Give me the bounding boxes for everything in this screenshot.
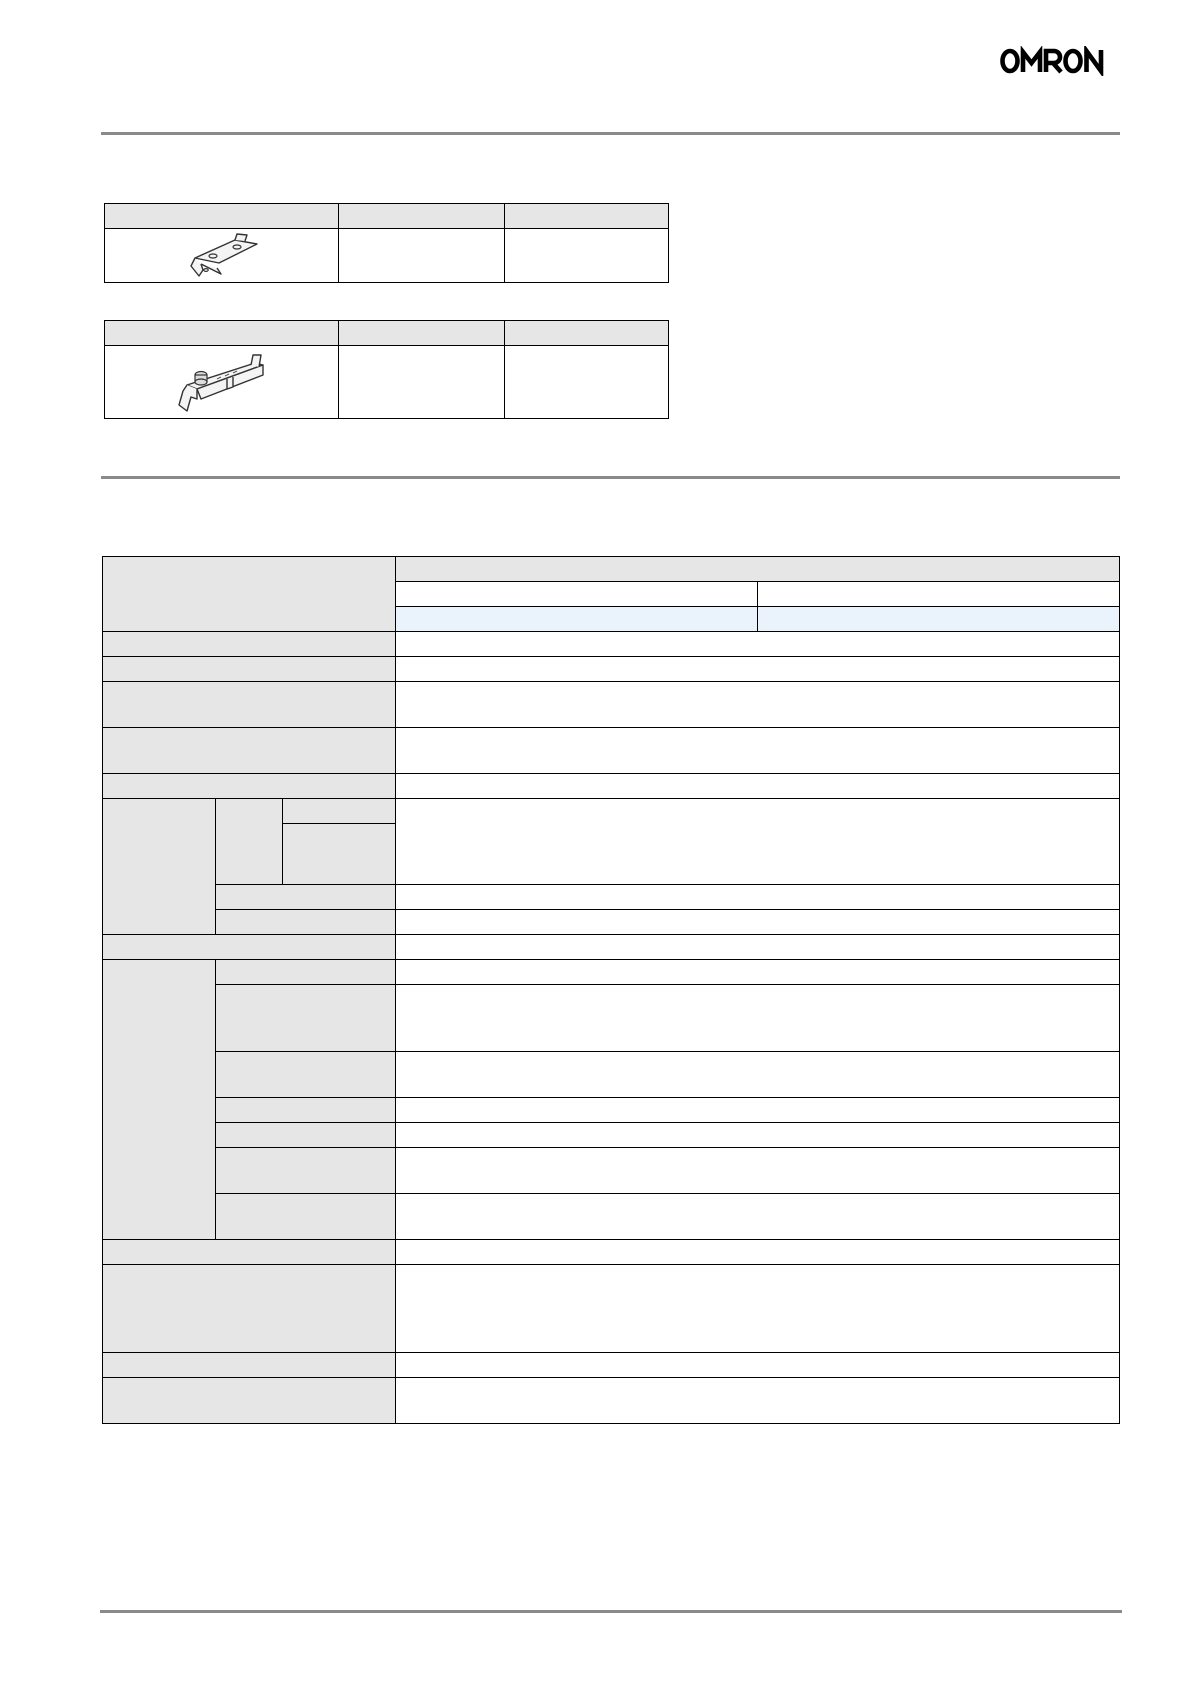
accessory-cell: [339, 346, 505, 419]
spec-label: [103, 1240, 396, 1265]
spec-header: [396, 557, 1120, 582]
spec-group-label: [103, 799, 216, 935]
table-row: [103, 632, 1120, 657]
table-row: [103, 728, 1120, 774]
table-row: [103, 657, 1120, 682]
spec-value: [396, 682, 1120, 728]
spec-label: [216, 960, 396, 985]
spec-value: [396, 1148, 1120, 1194]
table-row: [103, 1265, 1120, 1353]
spec-value: [396, 632, 1120, 657]
table-row: [103, 885, 1120, 910]
table-row: [103, 1148, 1120, 1194]
spec-label: [103, 774, 396, 799]
spec-value: [396, 1353, 1120, 1378]
table-row: [103, 774, 1120, 799]
spec-label: [216, 885, 396, 910]
table-row: [103, 799, 1120, 824]
spec-value: [396, 910, 1120, 935]
spec-value: [396, 1123, 1120, 1148]
spec-label: [216, 910, 396, 935]
accessory-cell: [505, 229, 669, 283]
table-row: [103, 682, 1120, 728]
accessory-table-adapter: [104, 320, 669, 419]
spec-value: [396, 582, 758, 607]
spec-value: [396, 657, 1120, 682]
accessory-cell: [339, 229, 505, 283]
spec-label: [103, 935, 396, 960]
spec-label: [103, 682, 396, 728]
spec-value: [396, 1240, 1120, 1265]
table-row: [103, 1378, 1120, 1424]
spec-label: [103, 1265, 396, 1353]
table-row: [103, 910, 1120, 935]
spec-label: [216, 1052, 396, 1098]
table-row: [103, 1353, 1120, 1378]
spec-label: [103, 728, 396, 774]
spec-label: [216, 1194, 396, 1240]
spec-value: [396, 1052, 1120, 1098]
accessory-table-bracket: [104, 203, 669, 283]
spec-label: [103, 1378, 396, 1424]
table-row: [103, 1098, 1120, 1123]
accessory-header-cell: [339, 204, 505, 229]
mounting-bracket-icon: [177, 232, 267, 280]
spec-value-highlight: [396, 607, 758, 632]
table-row: [103, 985, 1120, 1052]
spec-value: [396, 1194, 1120, 1240]
spec-value: [396, 1378, 1120, 1424]
table-row: [103, 935, 1120, 960]
ratings-table: [102, 556, 1120, 1424]
spec-label: [216, 985, 396, 1052]
table-row: [103, 557, 1120, 582]
table-row: [103, 1240, 1120, 1265]
spec-group-label: [103, 960, 216, 1240]
table-row: [103, 960, 1120, 985]
section-divider-top: [101, 132, 1120, 135]
spec-value: [396, 935, 1120, 960]
accessory-header-cell: [105, 204, 339, 229]
spec-label: [103, 632, 396, 657]
spec-value: [396, 960, 1120, 985]
accessory-header-cell: [105, 321, 339, 346]
din-rail-adapter-icon: [167, 349, 277, 415]
accessory-header-cell: [505, 321, 669, 346]
spec-value: [396, 799, 1120, 885]
table-row: [103, 1123, 1120, 1148]
spec-label: [216, 1148, 396, 1194]
section-divider-ratings: [101, 476, 1120, 479]
table-row: [103, 1052, 1120, 1098]
spec-label: [283, 824, 396, 885]
spec-value: [396, 1265, 1120, 1353]
spec-label: [216, 1123, 396, 1148]
accessory-header-cell: [339, 321, 505, 346]
spec-label: [216, 1098, 396, 1123]
spec-label: [103, 657, 396, 682]
spec-value: [396, 1098, 1120, 1123]
spec-label: [103, 1353, 396, 1378]
spec-subgroup-label: [216, 799, 283, 885]
spec-label: [103, 557, 396, 632]
accessory-cell: [505, 346, 669, 419]
spec-value: [396, 774, 1120, 799]
footer-divider: [100, 1610, 1122, 1613]
spec-value: [396, 985, 1120, 1052]
spec-label: [283, 799, 396, 824]
accessory-header-cell: [505, 204, 669, 229]
table-row: [103, 1194, 1120, 1240]
accessory-image-cell: [105, 346, 339, 419]
spec-value: [396, 885, 1120, 910]
accessory-image-cell: [105, 229, 339, 283]
omron-logo: [1000, 46, 1118, 76]
spec-value: [758, 582, 1120, 607]
spec-value: [396, 728, 1120, 774]
spec-value-highlight: [758, 607, 1120, 632]
